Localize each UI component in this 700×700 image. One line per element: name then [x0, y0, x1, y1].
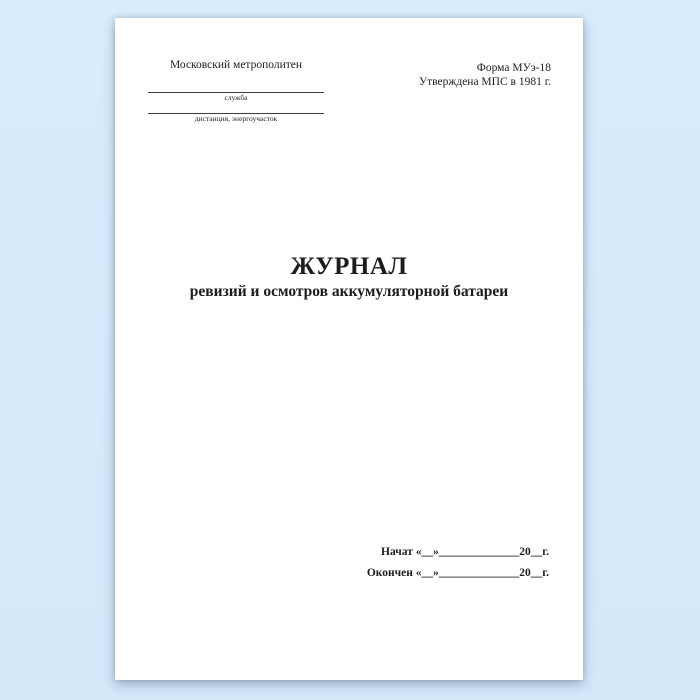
document-page — [115, 18, 583, 680]
journal-subtitle: ревизий и осмотров аккумуляторной батареи — [189, 283, 509, 300]
blank-line-district-label: дистанция, энергоучасток — [194, 114, 278, 123]
started-line: Начат «__»______________20__г. — [381, 546, 549, 558]
form-approval: Утверждена МПС в 1981 г. — [419, 76, 551, 88]
blank-line-service-label: служба — [224, 93, 248, 102]
organization-block — [148, 59, 324, 124]
title-block — [115, 253, 583, 301]
footer-block — [367, 546, 549, 579]
journal-title: ЖУРНАЛ — [290, 253, 408, 280]
form-number: Форма МУэ-18 — [476, 62, 551, 74]
organization-name: Московский метрополитен — [169, 59, 303, 71]
form-info-block — [419, 61, 551, 89]
finished-line: Окончен «__»______________20__г. — [366, 567, 549, 579]
